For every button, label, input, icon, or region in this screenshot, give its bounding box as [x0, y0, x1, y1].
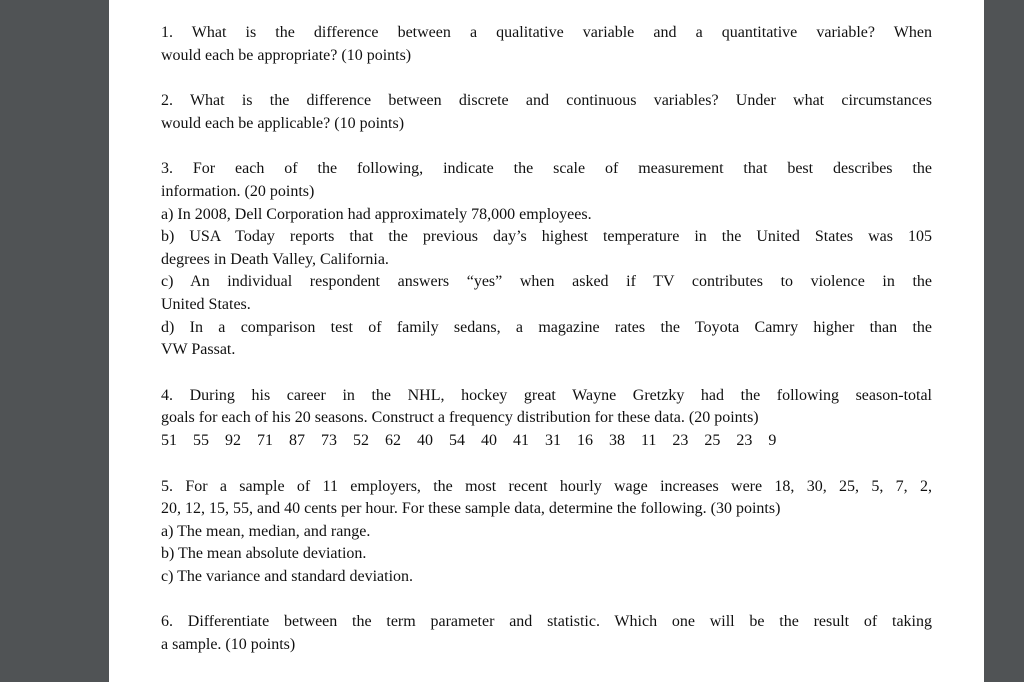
question-1 [161, 22, 932, 67]
goal-value: 92 [225, 431, 241, 449]
question-3-part-b-line-2: degrees in Death Valley, California. [161, 250, 389, 268]
goal-value: 11 [641, 431, 657, 449]
goals-data-row [161, 430, 932, 453]
question-6 [161, 611, 932, 656]
goal-value: 52 [353, 431, 369, 449]
question-2-line-2: would each be applicable? (10 points) [161, 114, 405, 132]
goal-value: 41 [513, 431, 529, 449]
question-3-part-a: a) In 2008, Dell Corporation had approximately 78,000 employees. [161, 205, 592, 223]
goal-value: 73 [321, 431, 337, 449]
goal-value: 87 [289, 431, 305, 449]
question-3-part-c-line-2: United States. [161, 295, 251, 313]
question-3-line-1: 3. For each of the following, indicate the scale of measurement that best describes the [161, 160, 932, 178]
question-5-line-1: 5. For a sample of 11 employers, the most recent hourly wage increases were 18, 30, 25, 5, 7, 2, [161, 477, 932, 495]
question-3 [161, 158, 932, 361]
goal-value: 38 [609, 431, 625, 449]
question-5-part-a: a) The mean, median, and range. [161, 522, 371, 540]
question-5-part-c: c) The variance and standard deviation. [161, 567, 414, 585]
goal-value: 9 [768, 431, 777, 449]
question-2-line-1: 2. What is the difference between discrete and continuous variables? Under what circumstances [161, 92, 932, 110]
goal-value: 23 [672, 431, 689, 449]
goal-value: 23 [736, 431, 753, 449]
question-2 [161, 90, 932, 135]
question-6-line-2: a sample. (10 points) [161, 636, 296, 654]
goal-value: 25 [704, 431, 721, 449]
question-1-line-1: 1. What is the difference between a qualitative variable and a quantitative variable? When [161, 24, 932, 41]
question-3-part-d-line-2: VW Passat. [161, 341, 236, 359]
question-1-line-2: would each be appropriate? (10 points) [161, 46, 412, 64]
goal-value: 51 [161, 431, 177, 449]
question-5 [161, 476, 932, 589]
goal-value: 71 [257, 431, 273, 449]
goal-value: 40 [481, 431, 497, 449]
goal-value: 40 [417, 431, 433, 449]
goal-value: 31 [545, 431, 561, 449]
goal-value: 62 [385, 431, 401, 449]
question-6-line-1: 6. Differentiate between the term parameter and statistic. Which one will be the result of taking [161, 613, 932, 631]
question-3-part-d-line-1: d) In a comparison test of family sedans, a magazine rates the Toyota Camry higher than the [161, 318, 932, 336]
goal-value: 16 [577, 431, 593, 449]
question-3-part-b-line-1: b) USA Today reports that the previous day’s highest temperature in the United States was 105 [161, 228, 932, 246]
document-page [109, 0, 984, 682]
question-3-part-c-line-1: c) An individual respondent answers “yes” when asked if TV contributes to violence in the [161, 273, 932, 291]
question-5-line-2: 20, 12, 15, 55, and 40 cents per hour. For these sample data, determine the following. (30 points) [161, 500, 781, 518]
goal-value: 55 [193, 431, 209, 449]
question-4-line-1: 4. During his career in the NHL, hockey great Wayne Gretzky had the following season-total [161, 386, 932, 404]
question-4-line-2: goals for each of his 20 seasons. Construct a frequency distribution for these data. (20 points) [161, 409, 759, 427]
question-3-line-2: information. (20 points) [161, 182, 315, 200]
question-5-part-b: b) The mean absolute deviation. [161, 545, 367, 563]
question-4 [161, 385, 932, 453]
goal-value: 54 [449, 431, 465, 449]
